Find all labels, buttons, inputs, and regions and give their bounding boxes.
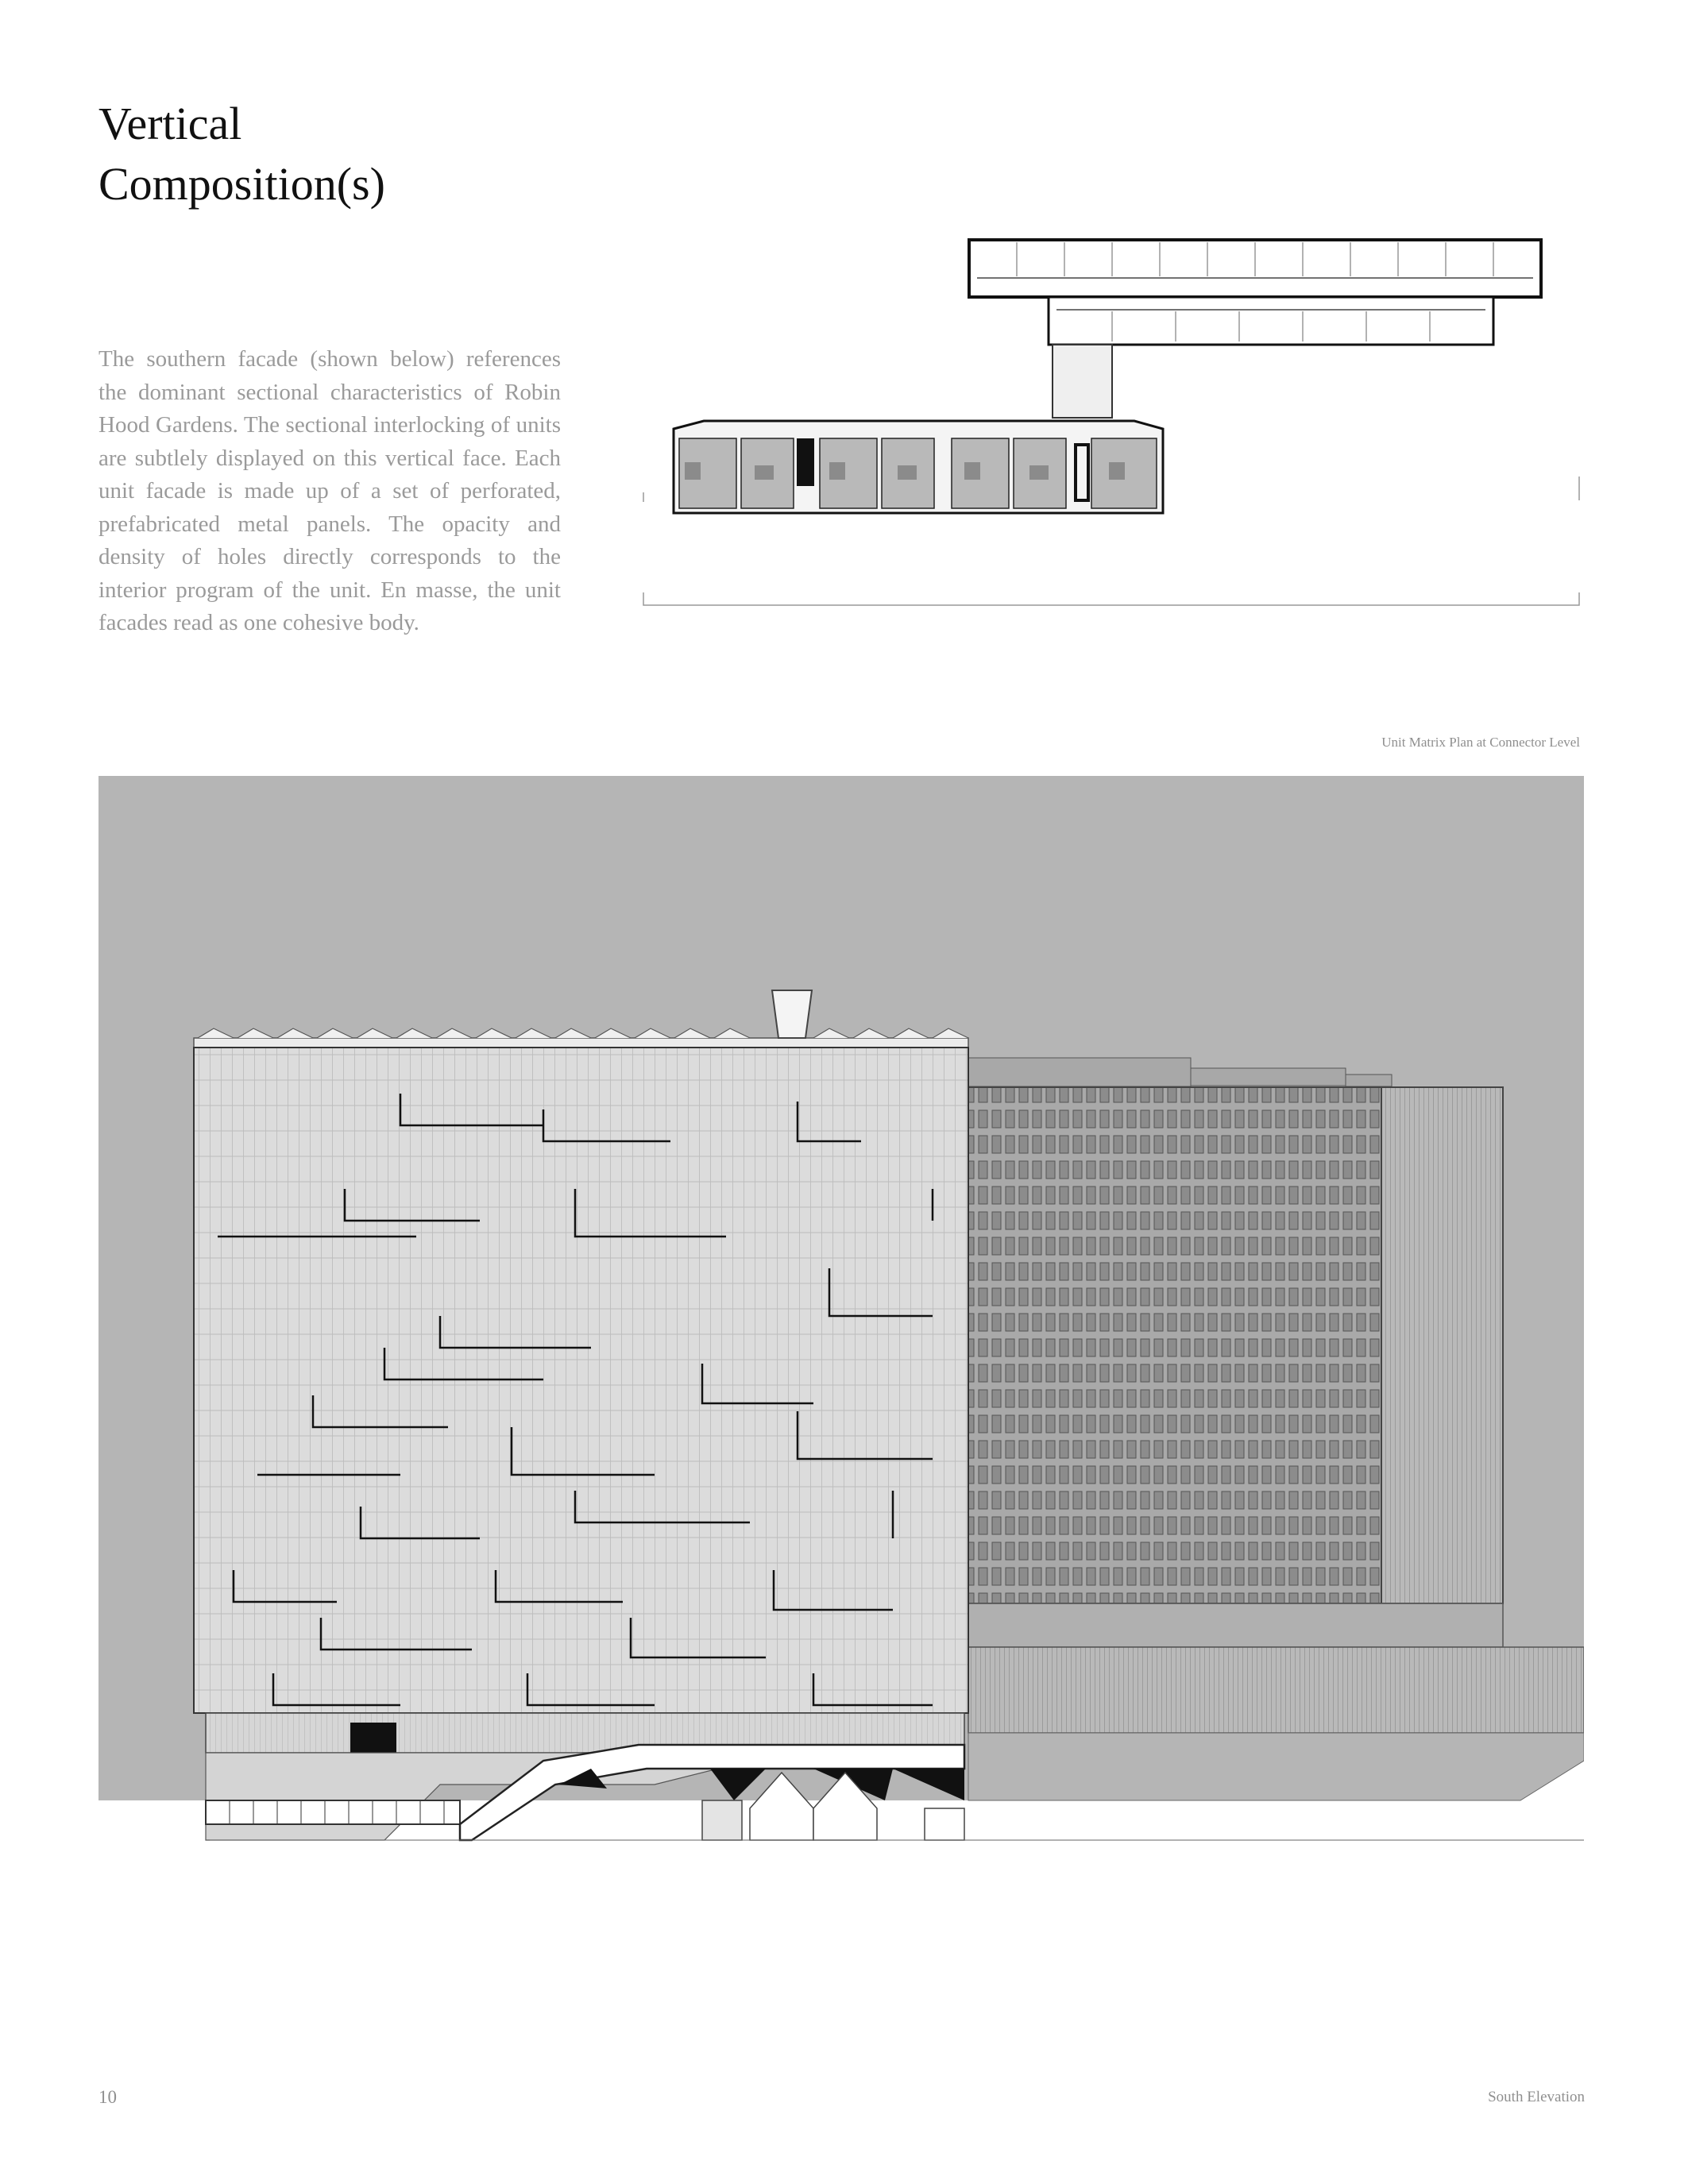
plan-drawing <box>635 230 1589 643</box>
plan-caption: Unit Matrix Plan at Connector Level <box>1381 735 1580 750</box>
existing-building-facade <box>968 1087 1381 1603</box>
unit-matrix-plan <box>635 230 1589 643</box>
south-elevation <box>98 776 1584 1983</box>
rooftop-chimney <box>772 990 812 1038</box>
page-title <box>98 94 575 214</box>
plan-connector <box>1053 345 1112 418</box>
body-paragraph: The southern facade (shown below) references the dominant sectional characteristics of Robin Hood Gardens. The sectional interlocking of units are subtlely displayed on this vertical face. Each unit facade is made up of a set of perforated, prefabricated metal panels. The opacity and density of holes directly corresponds to the interior program of the unit. En masse, the unit facades read as one cohesive body. <box>98 346 561 635</box>
existing-building-stair-tower <box>1381 1087 1503 1603</box>
elevation-drawing <box>98 776 1584 1983</box>
perforated-panel-facade <box>194 1048 968 1713</box>
page-number: 10 <box>98 2087 117 2107</box>
title-line-2: Composition(s) <box>98 158 385 210</box>
plan-upper-wing <box>1049 297 1493 345</box>
plan-stair-core <box>797 438 814 486</box>
title-line-1: Vertical <box>98 98 242 149</box>
elevation-black-opening <box>350 1723 396 1758</box>
elevation-caption: South Elevation <box>1488 2089 1585 2105</box>
